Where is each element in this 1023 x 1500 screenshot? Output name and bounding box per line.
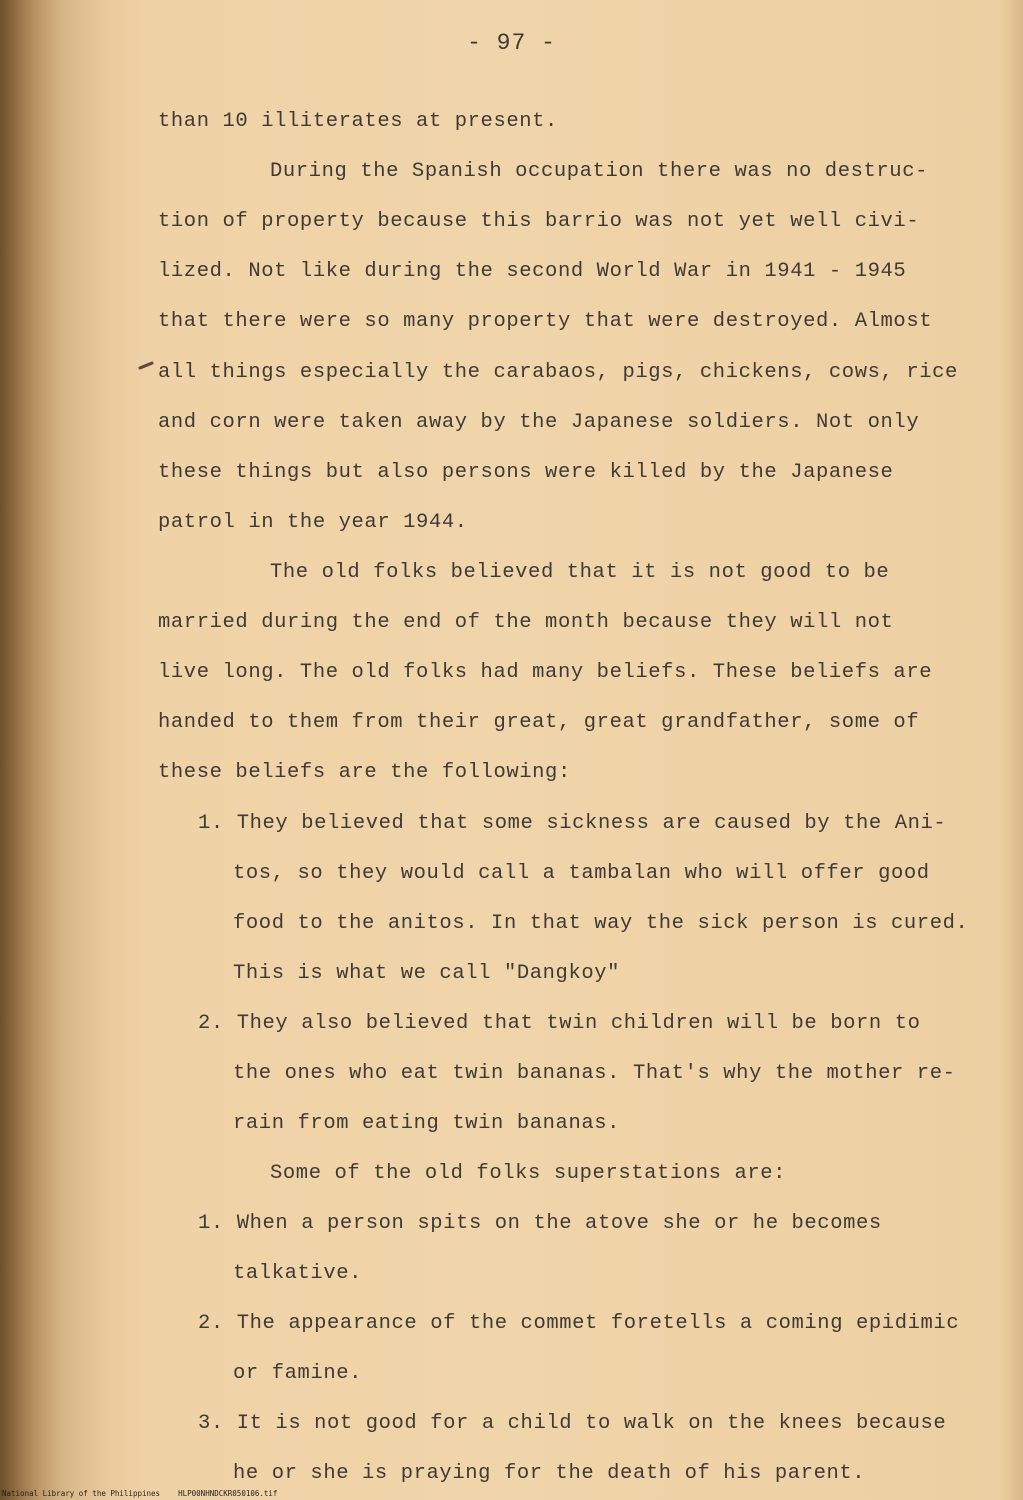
text-line-13: handed to them from their great, great grandfather, some of	[158, 711, 920, 734]
list-item-superstition-2: 2. The appearance of the commet foretells a coming epidimic	[198, 1312, 960, 1335]
text-line-20: the ones who eat twin bananas. That's why the mother re-	[233, 1062, 956, 1085]
text-line-7: and corn were taken away by the Japanese soldiers. Not only	[158, 411, 920, 434]
text-line-8: these things but also persons were killed by the Japanese	[158, 461, 894, 484]
text-line-28: he or she is praying for the death of his parent.	[233, 1462, 866, 1485]
scan-footer	[2, 1489, 277, 1498]
text-line-14: these beliefs are the following:	[158, 761, 571, 784]
text-line-16: tos, so they would call a tambalan who will offer good	[233, 862, 930, 885]
text-line-6: all things especially the carabaos, pigs, chickens, cows, rice	[158, 361, 958, 384]
text-line-2: During the Spanish occupation there was no destruc-	[270, 160, 929, 183]
footer-file-id: HLP00NHNDCKR050106.tif	[178, 1489, 278, 1498]
list-item-belief-2: 2. They also believed that twin children will be born to	[198, 1012, 921, 1035]
text-line-5: that there were so many property that were destroyed. Almost	[158, 310, 933, 333]
text-line-12: live long. The old folks had many beliefs. These beliefs are	[158, 661, 933, 684]
text-line-1: than 10 illiterates at present.	[158, 110, 558, 133]
text-line-24: talkative.	[233, 1262, 363, 1285]
text-line-4: lized. Not like during the second World War in 1941 - 1945	[158, 260, 907, 283]
footer-library: National Library of the Philippines	[2, 1489, 161, 1498]
text-line-9: patrol in the year 1944.	[158, 511, 468, 534]
list-item-superstition-3: 3. It is not good for a child to walk on the knees because	[198, 1412, 947, 1435]
page-number: - 97 -	[467, 30, 556, 56]
text-line-18: This is what we call "Dangkoy"	[233, 962, 621, 985]
list-item-belief-1: 1. They believed that some sickness are caused by the Ani-	[198, 812, 947, 835]
text-line-26: or famine.	[233, 1362, 363, 1385]
text-line-22: Some of the old folks superstations are:	[270, 1162, 787, 1185]
text-line-17: food to the anitos. In that way the sick person is cured.	[233, 912, 969, 935]
margin-mark	[138, 361, 154, 370]
text-line-11: married during the end of the month because they will not	[158, 611, 894, 634]
text-line-21: rain from eating twin bananas.	[233, 1112, 621, 1135]
text-line-3: tion of property because this barrio was not yet well civi-	[158, 210, 920, 233]
text-line-10: The old folks believed that it is not good to be	[270, 561, 890, 584]
list-item-superstition-1: 1. When a person spits on the atove she or he becomes	[198, 1212, 882, 1235]
